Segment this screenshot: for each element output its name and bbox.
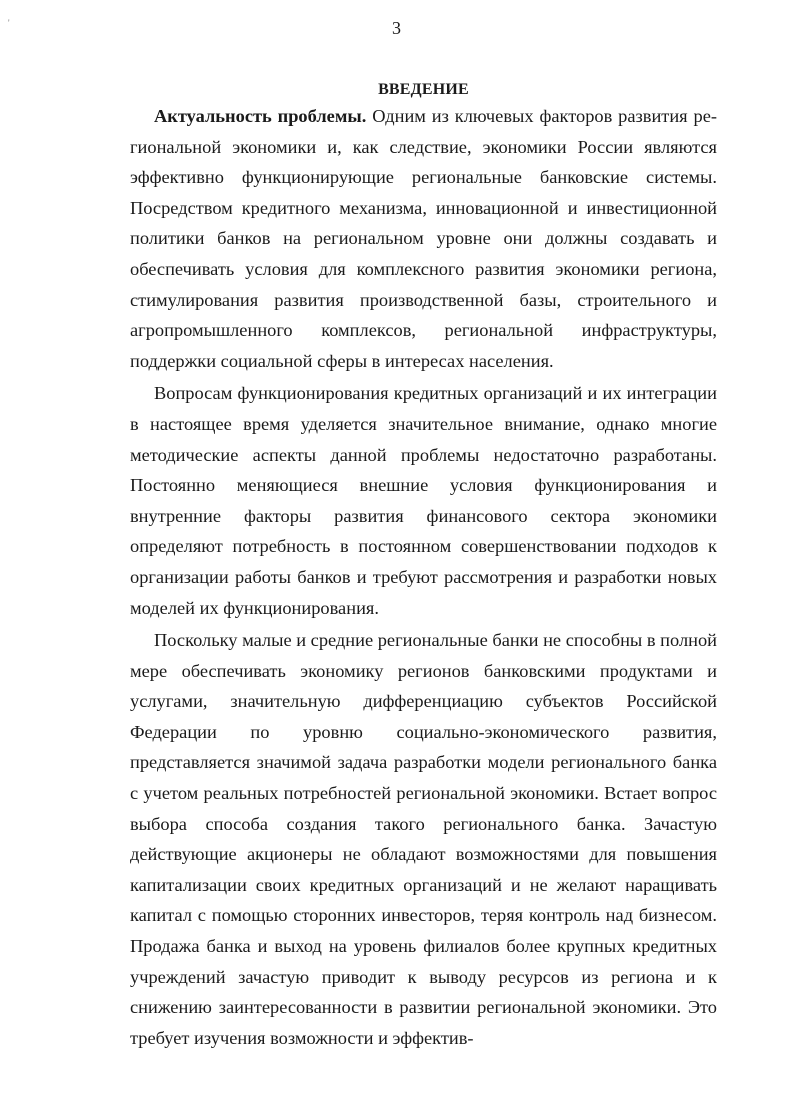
paragraph-relevance: [130, 101, 717, 376]
paragraph-credit-organizations: Вопросам функционирования кредитных организаций и их интеграции в настоящее время уделяется значительное внимание, однако многие методические аспекты данной проблемы недостаточно разработаны. Постоянно меняющиеся внешние условия функционирования и внутренние факторы развития финансового сектора экономики определяют потребность в постоянном совершенствовании подходов к организации работы банков и требуют рассмотрения и разработки новых моделей их функционирования.: [130, 383, 717, 618]
margin-mark: ': [8, 18, 10, 28]
page-content: [130, 79, 717, 1053]
paragraph-text: Одним из ключевых факторов развития региональной экономики и, как следствие, экономики России являются эффективно функционирующие региональные банковские системы. Посредством кредитного механизма, инновационной и инвестиционной политики банков на региональном уровне они должны создавать и обеспечивать условия для комплексного развития экономики региона, стимулирования развития производственной базы, строительного и агропромышленного комплексов, региональной инфраструктуры, поддержки социальной сферы в интересах населения.: [130, 106, 717, 371]
paragraph-regional-banks: Поскольку малые и средние региональные банки не способны в полной мере обеспечивать экономику регионов банковскими продуктами и услугами, значительную дифференциацию субъектов Российской Федерации по уровню социально-экономического развития, представляется значимой задача разработки модели регионального банка с учетом реальных потребностей региональной экономики. Встает вопрос выбора способа создания такого регионального банка. Зачастую действующие акционеры не обладают возможностями для повышения капитализации своих кредитных организаций и не желают наращивать капитал с помощью сторонних инвесторов, теряя контроль над бизнесом. Продажа банка и выход на уровень филиалов более крупных кредитных учреждений зачастую приводит к выводу ресурсов из региона и к снижению заинтересованности в развитии региональной экономики. Это требует изучения возможности и эффектив-: [130, 630, 717, 1048]
page-number: 3: [392, 18, 401, 38]
paragraph-lead: Актуальность проблемы.: [154, 106, 367, 126]
section-heading: ВВЕДЕНИЕ: [378, 81, 469, 98]
